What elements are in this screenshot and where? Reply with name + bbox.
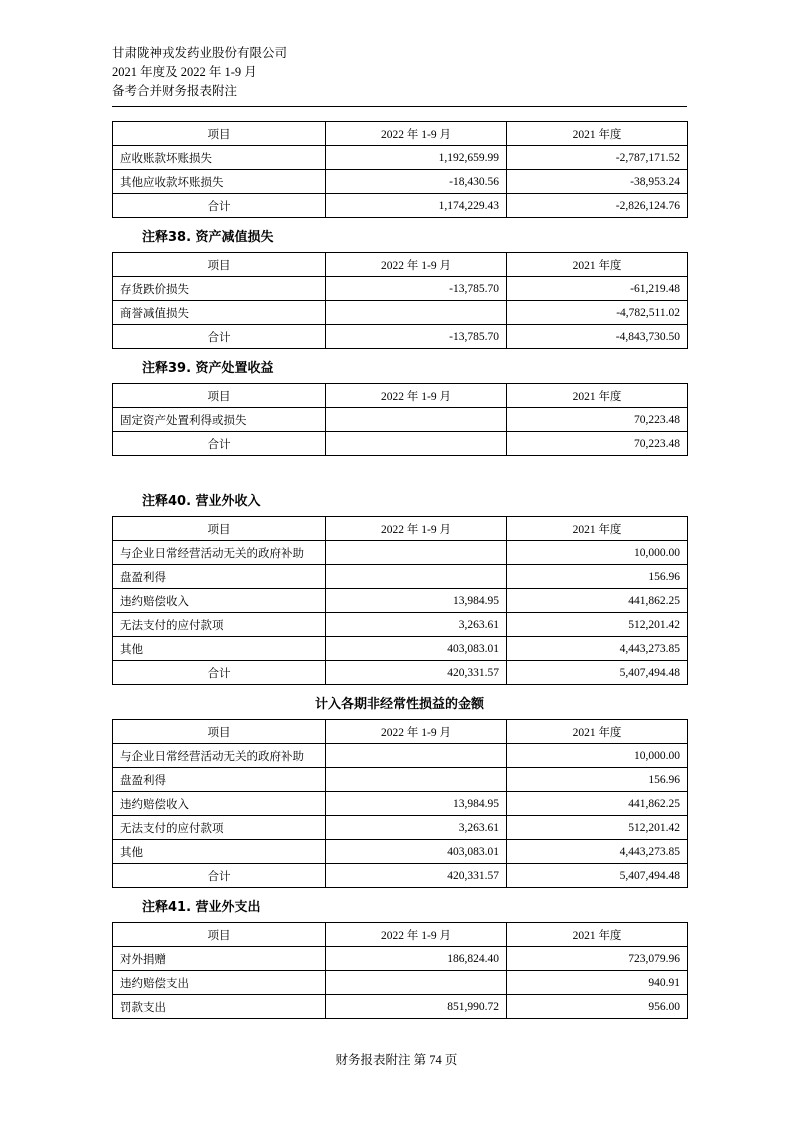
- row-value-period2: 723,079.96: [507, 947, 688, 971]
- row-label: 存货跌价损失: [113, 277, 326, 301]
- column-header-item: 项目: [113, 517, 326, 541]
- row-value-period2: -38,953.24: [507, 170, 688, 194]
- total-value-period1: -13,785.70: [326, 325, 507, 349]
- total-label: 合计: [113, 661, 326, 685]
- note41-title: 注释41. 营业外支出: [142, 899, 261, 915]
- table-row: [113, 816, 688, 840]
- row-value-period1: [326, 565, 507, 589]
- column-header-period1: 2022 年 1-9 月: [326, 517, 507, 541]
- row-label: 无法支付的应付款项: [113, 613, 326, 637]
- row-label: 固定资产处置利得或损失: [113, 408, 326, 432]
- row-value-period1: 186,824.40: [326, 947, 507, 971]
- table-header-row: [113, 122, 688, 146]
- row-value-period2: 940.91: [507, 971, 688, 995]
- row-value-period2: 441,862.25: [507, 589, 688, 613]
- table-row: [113, 301, 688, 325]
- table-row: [113, 637, 688, 661]
- table-header-row: [113, 923, 688, 947]
- row-value-period1: 13,984.95: [326, 589, 507, 613]
- column-header-period2: 2021 年度: [507, 384, 688, 408]
- column-header-period1: 2022 年 1-9 月: [326, 720, 507, 744]
- table-row: [113, 744, 688, 768]
- note41-heading-row: [108, 888, 721, 922]
- table-total-row: [113, 194, 688, 218]
- row-value-period2: 70,223.48: [507, 408, 688, 432]
- row-value-period2: 156.96: [507, 768, 688, 792]
- row-label: 与企业日常经营活动无关的政府补助: [113, 744, 326, 768]
- row-label: 商誉减值损失: [113, 301, 326, 325]
- row-value-period1: 851,990.72: [326, 995, 507, 1019]
- table-row: [113, 971, 688, 995]
- table-row: [113, 995, 688, 1019]
- table-row: [113, 792, 688, 816]
- total-value-period2: -4,843,730.50: [507, 325, 688, 349]
- table-row: [113, 170, 688, 194]
- total-value-period2: 5,407,494.48: [507, 661, 688, 685]
- row-value-period1: 1,192,659.99: [326, 146, 507, 170]
- table-total-row: [113, 661, 688, 685]
- row-label: 其他应收款坏账损失: [113, 170, 326, 194]
- row-value-period1: [326, 971, 507, 995]
- row-value-period2: -4,782,511.02: [507, 301, 688, 325]
- row-value-period2: -2,787,171.52: [507, 146, 688, 170]
- total-value-period2: -2,826,124.76: [507, 194, 688, 218]
- table-row: [113, 565, 688, 589]
- column-header-period1: 2022 年 1-9 月: [326, 923, 507, 947]
- total-label: 合计: [113, 432, 326, 456]
- row-value-period1: [326, 744, 507, 768]
- document-header: [112, 44, 687, 107]
- total-value-period2: 70,223.48: [507, 432, 688, 456]
- note38-title: 注释38. 资产减值损失: [142, 229, 274, 245]
- table-row: [113, 277, 688, 301]
- report-subtitle: 备考合并财务报表附注: [112, 84, 238, 98]
- table-row: [113, 613, 688, 637]
- table-nonrecurring-gains-losses: [112, 719, 688, 888]
- row-label: 无法支付的应付款项: [113, 816, 326, 840]
- column-header-period2: 2021 年度: [507, 720, 688, 744]
- total-label: 合计: [113, 864, 326, 888]
- note39-title: 注释39. 资产处置收益: [142, 360, 274, 376]
- column-header-item: 项目: [113, 253, 326, 277]
- row-value-period1: [326, 541, 507, 565]
- column-header-period2: 2021 年度: [507, 253, 688, 277]
- row-label: 违约赔偿收入: [113, 589, 326, 613]
- table-row: [113, 146, 688, 170]
- row-value-period2: 4,443,273.85: [507, 637, 688, 661]
- table-header-row: [113, 720, 688, 744]
- row-label: 其他: [113, 637, 326, 661]
- column-header-item: 项目: [113, 122, 326, 146]
- row-value-period2: 10,000.00: [507, 744, 688, 768]
- row-value-period1: [326, 408, 507, 432]
- column-header-item: 项目: [113, 384, 326, 408]
- table-row: [113, 947, 688, 971]
- total-label: 合计: [113, 325, 326, 349]
- column-header-period1: 2022 年 1-9 月: [326, 122, 507, 146]
- table-non-operating-expense: [112, 922, 688, 1019]
- row-label: 其他: [113, 840, 326, 864]
- total-value-period1: 1,174,229.43: [326, 194, 507, 218]
- note40-title: 注释40. 营业外收入: [142, 493, 261, 509]
- column-header-period1: 2022 年 1-9 月: [326, 253, 507, 277]
- total-value-period2: 5,407,494.48: [507, 864, 688, 888]
- note38-heading-row: [108, 218, 721, 252]
- column-header-period2: 2021 年度: [507, 923, 688, 947]
- note39-heading-row: [108, 349, 721, 383]
- row-value-period1: [326, 301, 507, 325]
- row-value-period1: 3,263.61: [326, 613, 507, 637]
- row-value-period2: -61,219.48: [507, 277, 688, 301]
- period-line: 2021 年度及 2022 年 1-9 月: [112, 65, 257, 79]
- row-value-period2: 10,000.00: [507, 541, 688, 565]
- note40-heading-row: [108, 482, 721, 516]
- nonrecurring-heading-row: [112, 685, 687, 719]
- row-label: 应收账款坏账损失: [113, 146, 326, 170]
- total-value-period1: 420,331.57: [326, 661, 507, 685]
- column-header-item: 项目: [113, 923, 326, 947]
- table-header-row: [113, 384, 688, 408]
- table-row: [113, 408, 688, 432]
- table-asset-impairment-loss: [112, 252, 688, 349]
- row-label: 对外捐赠: [113, 947, 326, 971]
- table-asset-disposal-gain: [112, 383, 688, 456]
- row-value-period1: -13,785.70: [326, 277, 507, 301]
- row-value-period2: 441,862.25: [507, 792, 688, 816]
- column-header-item: 项目: [113, 720, 326, 744]
- row-value-period2: 512,201.42: [507, 816, 688, 840]
- table-credit-impairment-loss: [112, 121, 688, 218]
- table-total-row: [113, 432, 688, 456]
- row-label: 违约赔偿收入: [113, 792, 326, 816]
- row-label: 盘盈利得: [113, 565, 326, 589]
- column-header-period2: 2021 年度: [507, 517, 688, 541]
- row-value-period1: -18,430.56: [326, 170, 507, 194]
- table-row: [113, 541, 688, 565]
- row-value-period1: [326, 768, 507, 792]
- row-label: 盘盈利得: [113, 768, 326, 792]
- row-value-period1: 403,083.01: [326, 637, 507, 661]
- row-value-period1: 403,083.01: [326, 840, 507, 864]
- table-total-row: [113, 325, 688, 349]
- row-value-period2: 512,201.42: [507, 613, 688, 637]
- row-value-period2: 4,443,273.85: [507, 840, 688, 864]
- table-row: [113, 589, 688, 613]
- total-value-period1: [326, 432, 507, 456]
- table-total-row: [113, 864, 688, 888]
- total-value-period1: 420,331.57: [326, 864, 507, 888]
- row-value-period1: 13,984.95: [326, 792, 507, 816]
- row-label: 与企业日常经营活动无关的政府补助: [113, 541, 326, 565]
- row-label: 违约赔偿支出: [113, 971, 326, 995]
- table-non-operating-income: [112, 516, 688, 685]
- row-value-period2: 956.00: [507, 995, 688, 1019]
- column-header-period1: 2022 年 1-9 月: [326, 384, 507, 408]
- nonrecurring-title: 计入各期非经常性损益的金额: [314, 696, 484, 712]
- row-label: 罚款支出: [113, 995, 326, 1019]
- row-value-period2: 156.96: [507, 565, 688, 589]
- company-name: 甘肃陇神戎发药业股份有限公司: [112, 46, 288, 60]
- table-row: [113, 840, 688, 864]
- table-header-row: [113, 517, 688, 541]
- row-value-period1: 3,263.61: [326, 816, 507, 840]
- table-row: [113, 768, 688, 792]
- table-header-row: [113, 253, 688, 277]
- page-footer: 财务报表附注 第 74 页: [335, 1053, 458, 1067]
- total-label: 合计: [113, 194, 326, 218]
- column-header-period2: 2021 年度: [507, 122, 688, 146]
